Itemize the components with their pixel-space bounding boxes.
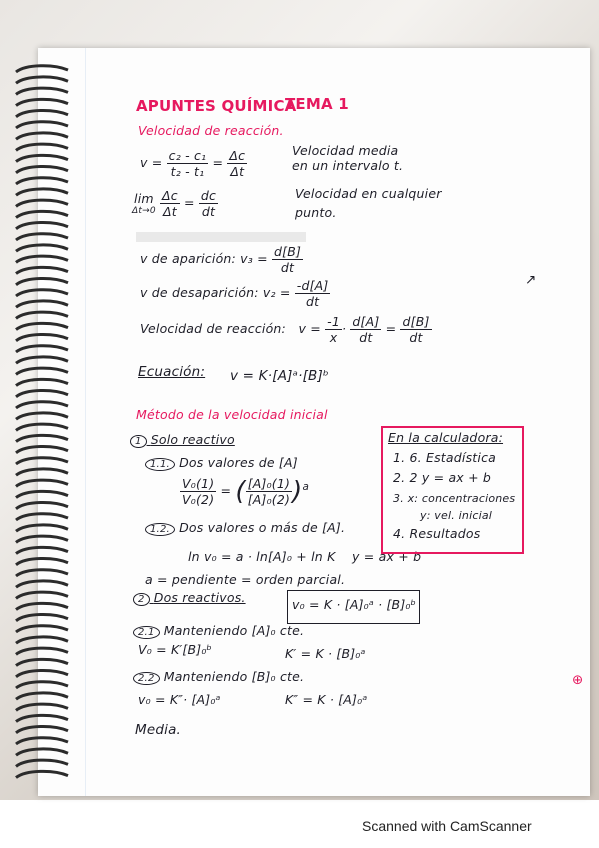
- desaparicion-line: v de desaparición: v₂ = $\frac{-d[A]}{dt}$: [140, 278, 329, 309]
- spiral-coil: [16, 290, 68, 296]
- page-title: APUNTES QUÍMICA: [136, 97, 297, 115]
- avg-velocity-formula: v = $\frac{\text{c₂ - c₁}}{\text{t₂ - t₁}}$ = $\frac{\Delta c}{\Delta t}$: [140, 148, 246, 179]
- limit-formula: lim Δt→0 $\frac{\Delta c}{\Delta t}$ = $\frac{dc}{dt}$: [132, 188, 217, 219]
- spiral-coil: [16, 637, 68, 643]
- spiral-coil: [16, 570, 68, 576]
- spiral-coil: [16, 357, 68, 363]
- spiral-coil: [16, 111, 68, 117]
- spiral-coil: [16, 144, 68, 150]
- spiral-coil: [16, 99, 68, 105]
- calculator-box-title: En la calculadora:: [388, 430, 504, 445]
- step2-1-eq1: V₀ = K′[B]₀ᵇ: [138, 642, 213, 657]
- spiral-coil: [16, 480, 68, 486]
- spiral-coil: [16, 346, 68, 352]
- spiral-coil: [16, 279, 68, 285]
- step2-1-line: 2.1 Manteniendo [A]₀ cte.: [133, 623, 304, 639]
- spiral-coil: [16, 715, 68, 721]
- spiral-coil: [16, 491, 68, 497]
- step1-2-line: 1.2. Dos valores o más de [A].: [145, 520, 345, 536]
- step1-1-line: 1.1. Dos valores de [A]: [145, 455, 298, 471]
- page-subtitle: TEMA 1: [285, 95, 349, 113]
- ecuacion-heading: Ecuación:: [138, 364, 206, 380]
- section-heading-velocidad: Velocidad de reacción.: [138, 123, 284, 138]
- pendiente-line: a = pendiente = orden parcial.: [145, 572, 346, 587]
- avg-velocity-note-2: en un intervalo t.: [292, 158, 404, 173]
- calculator-item-4: 4. Resultados: [393, 526, 481, 541]
- metodo-heading: Método de la velocidad inicial: [136, 407, 328, 422]
- spiral-coil: [16, 760, 68, 766]
- log-equation: ln v₀ = a · ln[A]₀ + ln K: [188, 549, 336, 564]
- spiral-coil: [16, 391, 68, 397]
- pink-circle-mark-icon: ⊕: [572, 672, 584, 688]
- spiral-coil: [16, 738, 68, 744]
- spiral-coil: [16, 626, 68, 632]
- camscanner-watermark: Scanned with CamScanner: [362, 818, 532, 834]
- spiral-coil: [16, 211, 68, 217]
- spiral-coil: [16, 189, 68, 195]
- spiral-coil: [16, 267, 68, 273]
- calculator-item-3: 3. x: concentraciones: [393, 492, 516, 505]
- spiral-coil: [16, 379, 68, 385]
- media-label: Media.: [135, 722, 182, 738]
- aparicion-line: v de aparición: v₃ = $\frac{d[B]}{dt}$: [140, 244, 302, 275]
- spiral-coil: [16, 503, 68, 509]
- spiral-coil: [16, 77, 68, 83]
- spiral-coil: [16, 615, 68, 621]
- step2-2-eq1: v₀ = K″· [A]₀ᵃ: [138, 692, 221, 707]
- spiral-coil: [16, 469, 68, 475]
- spiral-coil: [16, 693, 68, 699]
- spiral-coil: [16, 514, 68, 520]
- step1-heading: 1 Solo reactivo: [130, 432, 235, 448]
- spiral-coil: [16, 66, 68, 72]
- spiral-coil: [16, 122, 68, 128]
- spiral-coil: [16, 234, 68, 240]
- spiral-coil: [16, 323, 68, 329]
- avg-velocity-note-1: Velocidad media: [292, 143, 399, 158]
- page-margin-line: [85, 48, 86, 796]
- spiral-coil: [16, 368, 68, 374]
- spiral-coil: [16, 581, 68, 587]
- spiral-coil: [16, 727, 68, 733]
- spiral-coil: [16, 245, 68, 251]
- spiral-coil: [16, 447, 68, 453]
- spiral-coil: [16, 200, 68, 206]
- spiral-coil: [16, 704, 68, 710]
- step2-2-line: 2.2 Manteniendo [B]₀ cte.: [133, 669, 304, 685]
- calculator-item-3b: y: vel. inicial: [420, 509, 493, 522]
- spiral-coil: [16, 682, 68, 688]
- rate-equation: v = K·[A]ᵃ·[B]ᵇ: [230, 368, 329, 384]
- boxed-equation: v₀ = K · [A]₀ᵃ · [B]₀ᵇ: [292, 597, 417, 612]
- step2-1-eq2: K′ = K · [B]₀ᵃ: [285, 646, 366, 661]
- spiral-coil: [16, 559, 68, 565]
- spiral-coil: [16, 458, 68, 464]
- spiral-coil: [16, 525, 68, 531]
- spiral-coil: [16, 435, 68, 441]
- spiral-coil: [16, 88, 68, 94]
- reaccion-line: Velocidad de reacción: v = $\frac{-1}{x}$ · $\frac{d[A]}{dt}$ = $\frac{d[B]}{dt}$: [140, 314, 430, 345]
- spiral-binding: [6, 60, 76, 780]
- spiral-coil: [16, 167, 68, 173]
- spiral-coil: [16, 749, 68, 755]
- spiral-coil: [16, 312, 68, 318]
- spiral-coil: [16, 178, 68, 184]
- calculator-item-1: 1. 6. Estadística: [393, 450, 496, 465]
- spiral-coil: [16, 771, 68, 777]
- step2-heading: 2 Dos reactivos.: [133, 590, 246, 606]
- spiral-coil: [16, 648, 68, 654]
- spiral-coil: [16, 659, 68, 665]
- spiral-coil: [16, 603, 68, 609]
- spiral-coil: [16, 402, 68, 408]
- spiral-coil: [16, 536, 68, 542]
- inst-velocity-note-1: Velocidad en cualquier: [295, 186, 442, 201]
- erased-text-mark: [136, 232, 306, 242]
- spiral-coil: [16, 424, 68, 430]
- inst-velocity-note-2: punto.: [295, 205, 337, 220]
- spiral-coil: [16, 671, 68, 677]
- spiral-coil: [16, 301, 68, 307]
- spiral-coil: [16, 223, 68, 229]
- spiral-coil: [16, 256, 68, 262]
- arrow-mark-icon: ↗: [525, 272, 537, 288]
- step2-2-eq2: K″ = K · [A]₀ᵃ: [285, 692, 368, 707]
- ratio-formula: $\frac{\text{V₀(1)}}{\text{V₀(2)}}$ = ( $\frac{\text{[A]₀(1)}}{\text{[A]₀(2)}}$ )$^a$: [182, 476, 310, 507]
- calculator-item-2: 2. 2 y = ax + b: [393, 470, 492, 485]
- linear-equation: y = ax + b: [352, 549, 422, 564]
- spiral-coil: [16, 547, 68, 553]
- spiral-coil: [16, 335, 68, 341]
- spiral-coil: [16, 155, 68, 161]
- spiral-coil: [16, 592, 68, 598]
- spiral-coil: [16, 133, 68, 139]
- spiral-coil: [16, 413, 68, 419]
